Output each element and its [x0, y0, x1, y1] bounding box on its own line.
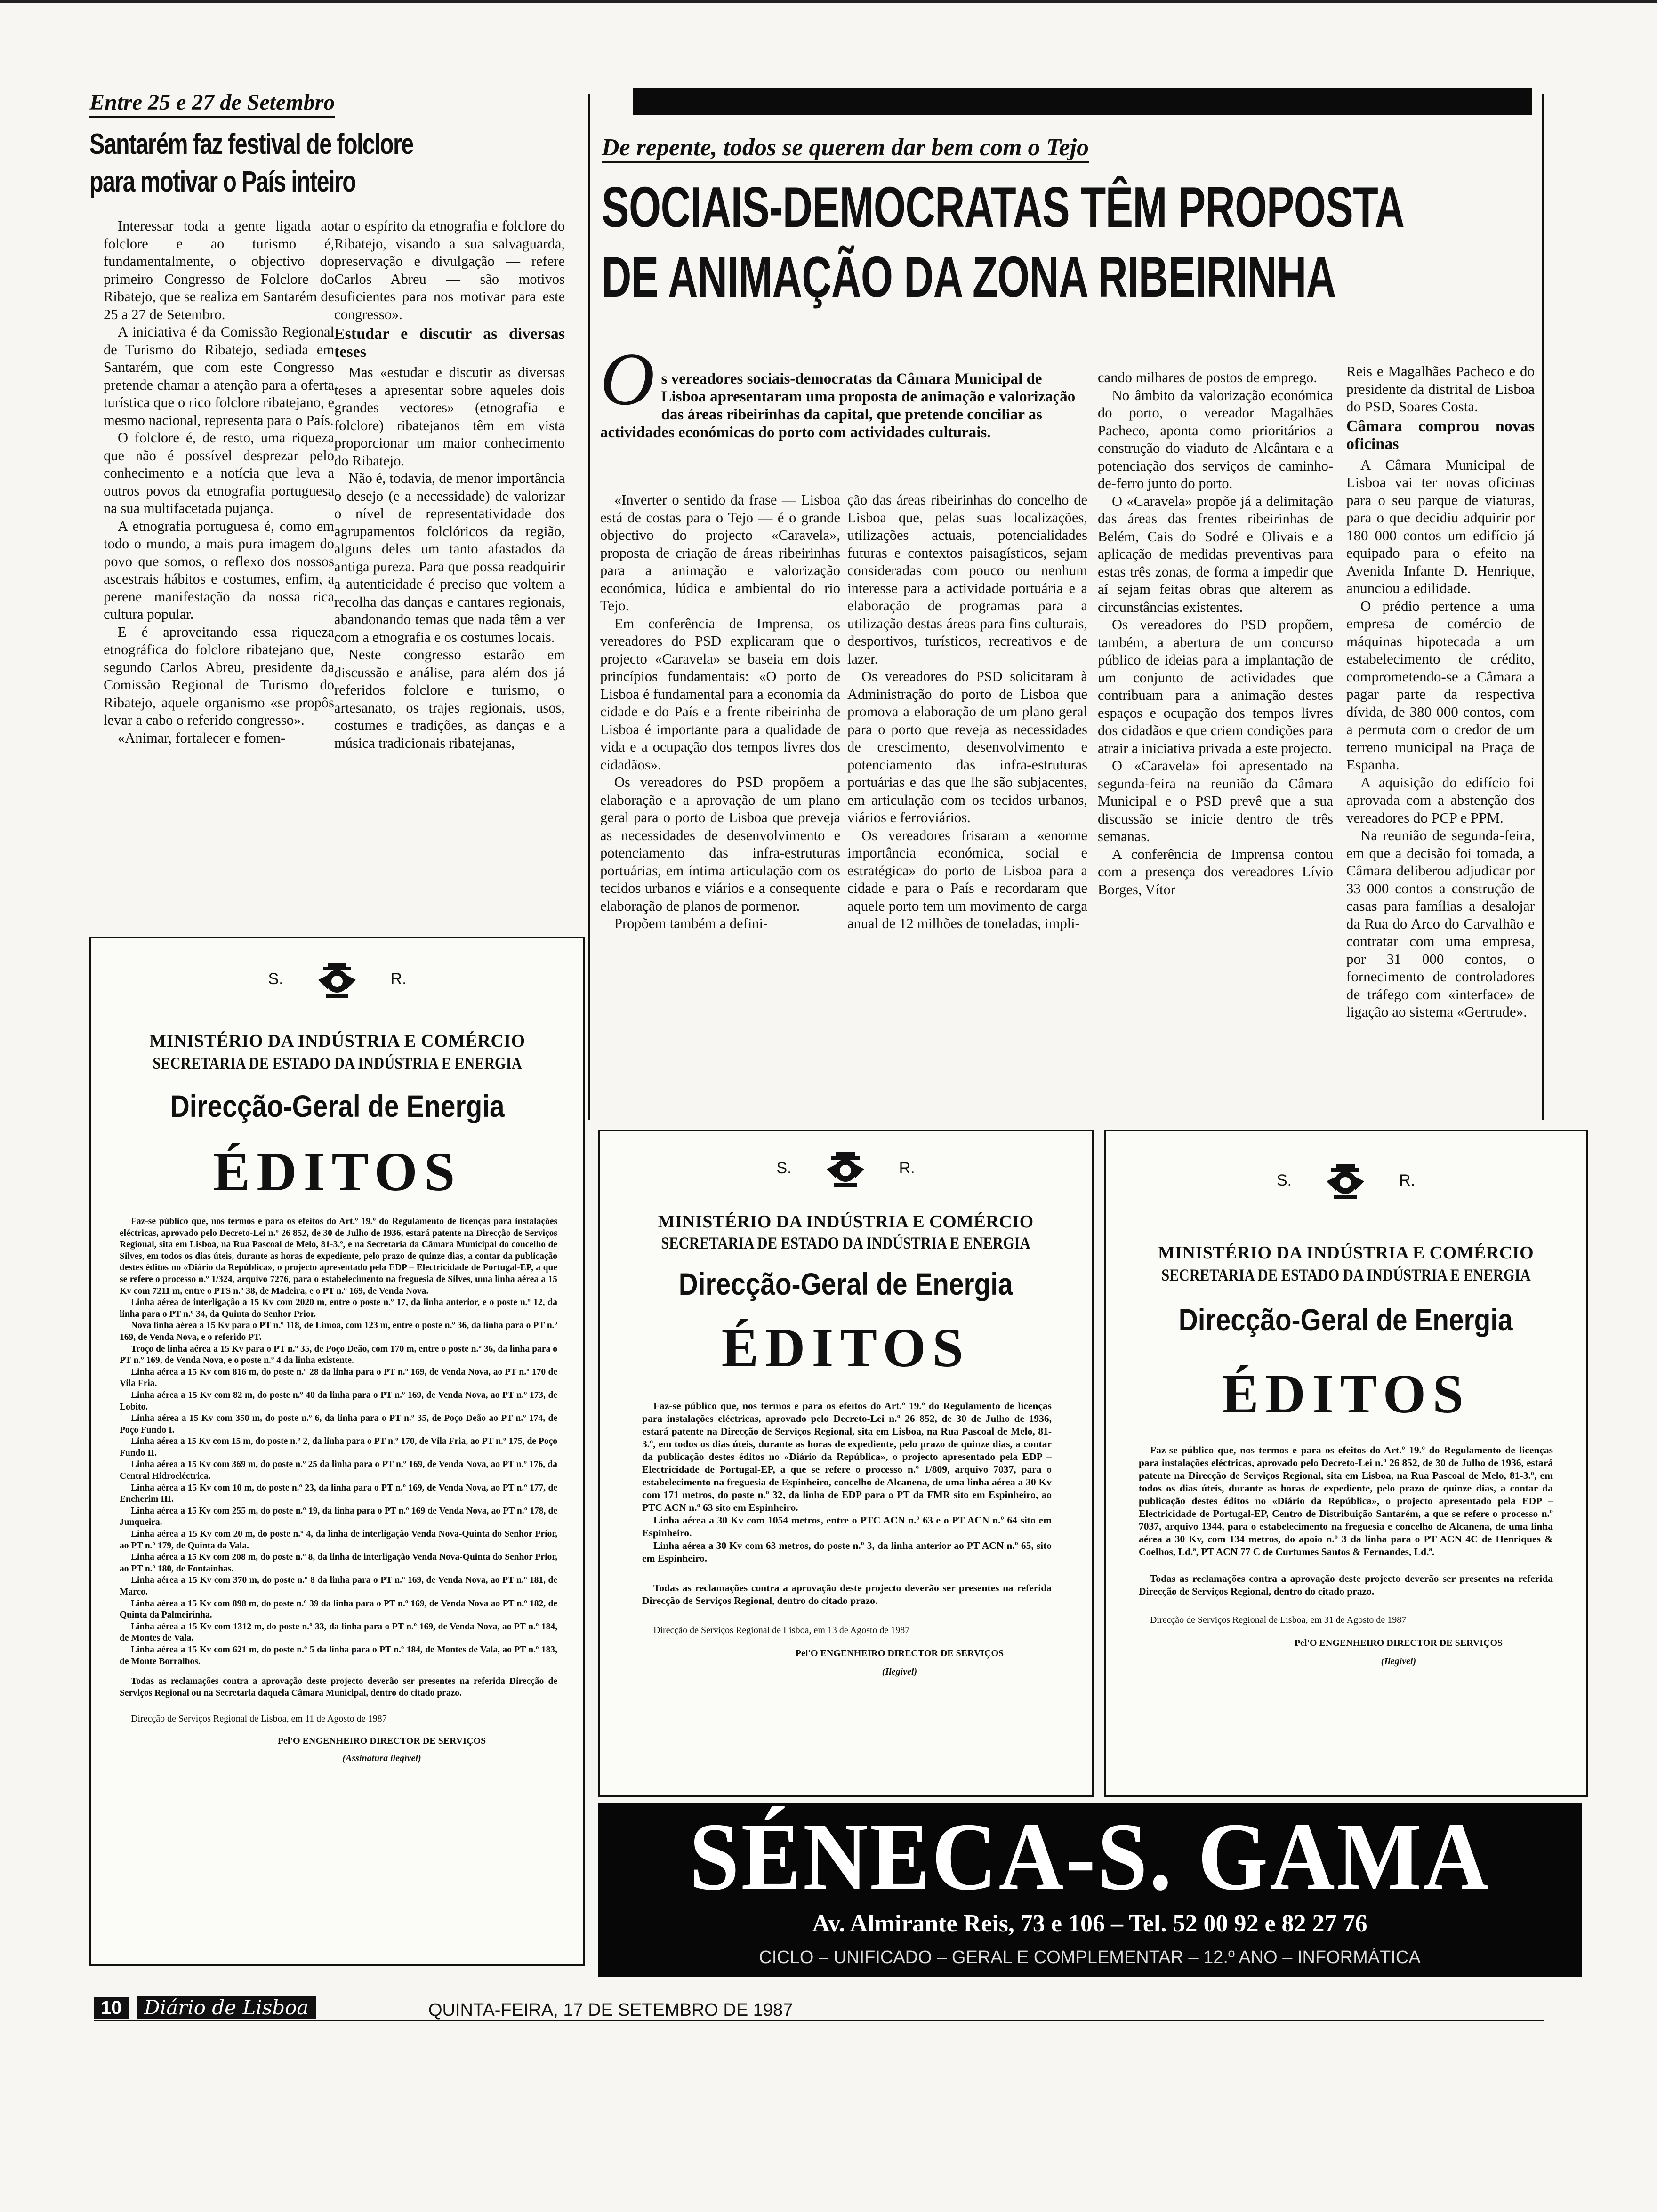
- paragraph: Propõem também a defini-: [614, 915, 768, 931]
- paragraph: Linha aérea a 30 Kv com 63 metros, do poste n.º 3, da linha anterior ao PT ACN n.º 65, sito em Espinheiro.: [642, 1540, 1052, 1564]
- coat-of-arms-icon: [1322, 1162, 1369, 1205]
- page-number: 10: [94, 1997, 129, 2019]
- paragraph: Os vereadores do PSD propõem, também, a abertura de um concurso público de ideias para a implantação de um conjunto de actividades que contribuam para a animação destes espaços e ocupação dos tempos livres dos cidadãos e que criem condições para atrair a iniciativa privada a este projecto.: [1098, 617, 1333, 756]
- paragraph: Linha aérea a 15 Kv com 10 m, do poste n.º 23, da linha para o PT n.º 169, de Venda Nova, ao PT n.º 177, de Encherim III.: [120, 1483, 557, 1505]
- coat-of-arms-icon: [314, 961, 361, 1004]
- r-letter: R.: [390, 970, 407, 988]
- subheading: Estudar e discutir as diversas teses: [334, 325, 565, 361]
- paragraph: Troço de linha aérea a 15 Kv para o PT n.º 35, de Poço Deão, com 170 m, entre o poste n.º 36, da linha para o PT n.º 169, de Venda Nova, e o poste n.º 4 da linha existente.: [120, 1344, 557, 1366]
- main-kicker: De repente, todos se querem dar bem com o Tejo: [602, 134, 1089, 163]
- secretaria: SECRETARIA DE ESTADO DA INDÚSTRIA E ENERGIA: [661, 1234, 1030, 1252]
- paragraph: ção das áreas ribeirinhas do concelho de Lisboa que, pelas suas localizações, utilizações actuais, potencialidades futuras e contextos paisagísticos, sejam consideradas com pouco ou nenhum interesse para a actividade portuária e a elaboração de programas para a utilização destas áreas para fins culturais, desportivos, turísticos, recreativos e de lazer.: [847, 492, 1087, 667]
- paragraph: Linha aérea a 15 Kv com 350 m, do poste n.º 6, da linha para o PT n.º 35, de Poço Deão ao PT n.º 174, de Poço Fundo I.: [120, 1413, 557, 1435]
- ad-signature: Pel'O ENGENHEIRO DIRECTOR DE SERVIÇOS: [795, 1648, 1004, 1659]
- paragraph: Linha aérea a 15 Kv com 20 m, do poste n.º 4, da linha de interligação Venda Nova-Quinta do Senhor Prior, ao PT n.º 179, de Quinta da Vala.: [120, 1529, 557, 1551]
- paragraph: Linha aérea a 15 Kv com 255 m, do poste n.º 19, da linha para o PT n.º 169 de Venda Nova, ao PT n.º 178, de Junqueira.: [120, 1506, 557, 1528]
- paragraph: O folclore é, de resto, uma riqueza que não é possível desprezar pelo conhecimento e a notícia que leva a outros povos da etnografia portuguesa na sua multifacetada pujança.: [104, 430, 334, 516]
- paragraph: Linha aérea a 15 Kv com 15 m, do poste n.º 2, da linha para o PT n.º 170, de Vila Fria, ao PT n.º 175, de Poço Fundo II.: [120, 1436, 557, 1458]
- paragraph: A aquisição do edifício foi aprovada com a abstenção dos vereadores do PCP e PPM.: [1346, 774, 1535, 826]
- footer-rule: [94, 2020, 1544, 2021]
- paragraph: Linha aérea a 15 Kv com 370 m, do poste n.º 8 da linha para o PT n.º 169, de Venda Nova, ao PT n.º 181, de Marco.: [120, 1575, 557, 1597]
- masthead-text: Diário de Lisboa: [144, 1996, 309, 2019]
- left-headline-2: para motivar o País inteiro: [89, 166, 356, 198]
- ad-illegible: (Ilegível): [1381, 1656, 1416, 1667]
- paragraph: Faz-se público que, nos termos e para os efeitos do Art.º 19.º do Regulamento de licenças para instalações eléctricas, aprovado pelo Decreto-Lei n.º 26 852, de 30 de Julho de 1936, estará patente na Direcção de Serviços Regional, sita em Lisboa, na Rua Pascoal de Melo, 81-3.º, em todos os dias úteis, durante as horas de expediente, pelo prazo de quinze dias, a contar da publicação destes éditos no «Diário da República», o projecto apresentado pela EDP – Electricidade de Portugal-EP, Centro de Distribuição Santarém, a que se refere o processo n.º 7037, arquivo 1344, para o estabelecimento na freguesia e concelho de Alcanena, de uma linha aérea a 30 Kv, com 134 metros, do apoio n.º 3 da linha para o PT ACN 4C de Henriques & Coelhos, Ld.ª, PT ACN 77 C de Curtumes Santos & Fernandes, Ld.ª.: [1139, 1444, 1553, 1557]
- r-letter: R.: [1399, 1171, 1416, 1190]
- paragraph: Linha aérea a 15 Kv com 898 m, do poste n.º 39 da linha para o PT n.º 169, de Venda Nova ao PT n.º 182, de Quinta da Palmeirinha.: [120, 1598, 557, 1620]
- paragraph: Linha aérea a 15 Kv com 369 m, do poste n.º 25 da linha para o PT n.º 169, de Venda Nova, ao PT n.º 176, da Central Hidroeléctrica.: [120, 1459, 557, 1482]
- paragraph: Todas as reclamações contra a aprovação deste projecto deverão ser presentes na referida Direcção de Serviços Regional ou na Secretaria daquela Câmara Municipal, dentro do citado prazo.: [120, 1676, 557, 1698]
- paragraph: Linha aérea a 15 Kv com 82 m, do poste n.º 40 da linha para o PT n.º 169, de Venda Nova, ao PT n.º 173, de Lobito.: [120, 1390, 557, 1412]
- left-col-2: [334, 217, 565, 752]
- paragraph: cando milhares de postos de emprego.: [1098, 369, 1317, 385]
- paragraph: No âmbito da valorização económica do porto, o vereador Magalhães Pacheco, aponta como prioritários a construção do viaduto de Alcântara e a potenciação dos serviços de caminho-de-ferro junto do porto.: [1098, 387, 1333, 491]
- paragraph: Não é, todavia, de menor importância o desejo (e a necessidade) de valorizar o nível de representatividade dos agrupamentos folclóricos da região, alguns deles um tanto afastados da antiga pureza. Para que possa readquirir a autenticidade é preciso que voltem a recolha das danças e cantares regionais, abandonando temas que nada têm a ver com a etnografia e os costumes locais.: [334, 470, 565, 645]
- ad-date: Direcção de Serviços Regional de Lisboa, em 13 de Agosto de 1987: [653, 1625, 910, 1635]
- direccao-geral: Direcção-Geral de Energia: [678, 1266, 1013, 1301]
- paragraph: O «Caravela» propõe já a delimitação das áreas das frentes ribeirinhas de Belém, Cais do Sodré e Olivais e a aplicação de medidas preventivas para estas três zonas, de forma a impedir que aí sejam feitas obras que alterem as circunstâncias existentes.: [1098, 493, 1333, 615]
- paragraph: «Inverter o sentido da frase — Lisboa está de costas para o Tejo — é o grande objectivo do projecto «Caravela», proposta de criação de áreas ribeirinhas para a animação e valorização económica, lúdica e ambiental do rio Tejo.: [600, 492, 840, 614]
- article-black-bar: [633, 88, 1532, 115]
- editos-title: ÉDITOS: [721, 1317, 970, 1378]
- direccao-geral: Direcção-Geral de Energia: [170, 1089, 505, 1123]
- main-frame-right-rule: [1542, 94, 1544, 1120]
- paragraph: Interessar toda a gente ligada ao folclore e ao turismo é, fundamentalmente, o objectivo do primeiro Congresso de Folclore do Ribatejo, que se realiza em Santarém de 25 a 27 de Setembro.: [104, 218, 334, 322]
- editos-title: ÉDITOS: [1222, 1363, 1470, 1425]
- ad-illegible: (Assinatura ilegível): [342, 1753, 421, 1763]
- main-col-2: [847, 491, 1087, 933]
- paragraph: A iniciativa é da Comissão Regional de Turismo do Ribatejo, sediada em Santarém, que com este Congresso pretende chamar a atenção para a oferta turística que o rico folclore ribatejano, e mesmo nacional, representa para o País.: [104, 324, 334, 428]
- ad-date: Direcção de Serviços Regional de Lisboa, em 31 de Agosto de 1987: [1150, 1615, 1407, 1625]
- secretaria: SECRETARIA DE ESTADO DA INDÚSTRIA E ENERGIA: [153, 1054, 522, 1073]
- coat-of-arms-icon: [822, 1150, 869, 1193]
- main-col-1: [600, 491, 840, 933]
- paragraph: tar o espírito da etnografia e folclore do Ribatejo, visando a sua salvaguarda, preservação e divulgação — refere Carlos Abreu — são motivos suficientes para nos motivar para este congresso».: [334, 218, 565, 322]
- paragraph: Os vereadores do PSD propõem a elaboração e a aprovação de um plano geral para o porto de Lisboa que preveja as necessidades de desenvolvimento e potenciamento das infra-estruturas portuárias, em íntima articulação com os tecidos urbanos e viários e a consequente elaboração de planos de pormenor.: [600, 774, 840, 914]
- paragraph: Faz-se público que, nos termos e para os efeitos do Art.º 19.º do Regulamento de licenças para instalações eléctricas, aprovado pelo Decreto-Lei n.º 26 852, de 30 de Julho de 1936, estará patente na Direcção de Serviços Regional, sita em Lisboa, na Rua Pascoal de Melo, 81-3.º, e na Secretaria da Câmara Municipal do concelho de Silves, em todos os dias úteis, durante as horas de expediente, pelo prazo de quinze dias, a contar da publicação destes éditos no «Diário da República», o projecto apresentado pela EDP – Electricidade de Portugal-EP, a que se refere o processo n.º 1/324, arquivo 7276, para o estabelecimento na freguesia de Silves, uma linha aérea a 15 Kv com 7211 m, entre o PTS n.º 38, de Madeira, e o PT n.º 169, de Venda Nova.: [120, 1217, 557, 1296]
- seneca-address: Av. Almirante Reis, 73 e 106 – Tel. 52 00 92 e 82 27 76: [812, 1910, 1367, 1937]
- paragraph: Todas as reclamações contra a aprovação deste projecto deverão ser presentes na referida Direcção de Serviços Regional, dentro do citado prazo.: [1139, 1573, 1553, 1597]
- ad-3-body: [1139, 1444, 1553, 1668]
- left-col-1: [104, 217, 334, 747]
- subheading: Câmara comprou novas oficinas: [1346, 417, 1535, 453]
- ministry: MINISTÉRIO DA INDÚSTRIA E COMÉRCIO: [658, 1212, 1034, 1232]
- paragraph: Em conferência de Imprensa, os vereadores do PSD explicaram que o projecto «Caravela» se baseia em dois princípios fundamentais: «O porto de Lisboa é fundamental para a economia da cidade e do País e a frente ribeirinha de Lisboa é importante para a qualidade de vida e a ocupação dos tempos livres dos cidadãos».: [600, 615, 840, 773]
- editos-ad-2: [598, 1130, 1094, 1797]
- paragraph: Linha aérea a 15 Kv com 621 m, do poste n.º 5 da linha para o PT n.º 184, de Montes de Vala, ao PT n.º 183, de Monte Borralhos.: [120, 1644, 557, 1667]
- s-letter: S.: [268, 970, 283, 988]
- r-letter: R.: [899, 1159, 915, 1178]
- paragraph: O prédio pertence a uma empresa de comércio de máquinas hipotecada a um estabelecimento de crédito, comprometendo-se a Câmara a pagar parte da respectiva dívida, de 380 000 contos, com a permuta com o credor de um terreno municipal na Praça de Espanha.: [1346, 597, 1535, 773]
- paragraph: Linha aérea a 15 Kv com 1312 m, do poste n.º 33, da linha para o PT n.º 169, de Venda Nova, ao PT n.º 184, de Montes de Vala.: [120, 1621, 557, 1643]
- editos-ad-3: [1104, 1130, 1588, 1797]
- masthead-logo: [137, 1996, 316, 2019]
- lead-text: s vereadores sociais-democratas da Câmara Municipal de Lisboa apresentaram uma proposta de animação e valorização das áreas ribeirinhas da capital, que pretende conciliar as actividades económicas do porto com actividades culturais.: [600, 370, 1076, 441]
- paragraph: Reis e Magalhães Pacheco e do presidente da distrital de Lisboa do PSD, Soares Costa.: [1346, 363, 1535, 415]
- paragraph: Linha aérea a 30 Kv com 1054 metros, entre o PTC ACN n.º 63 e o PT ACN n.º 64 sito em Espinheiro.: [642, 1515, 1052, 1539]
- main-headline-1: SOCIAIS-DEMOCRATAS TÊM PROPOSTA: [602, 175, 1405, 239]
- left-article: [89, 89, 588, 937]
- main-col-3: [1098, 369, 1333, 898]
- paragraph: A etnografia portuguesa é, como em todo o mundo, a mais pura imagem do povo que somos, o reflexo dos nossos ascestrais hábitos e costumes, enfim, a perene manifestação da nossa rica cultura popular.: [104, 518, 334, 622]
- paragraph: Os vereadores frisaram a «enorme importância económica, social e estratégica» do porto de Lisboa para a cidade e para o País e recordaram que aquele porto tem um movimento de carga anual de 12 milhões de toneladas, impli-: [847, 827, 1087, 931]
- editos-ad-1: [89, 937, 585, 1966]
- paragraph: Na reunião de segunda-feira, em que a decisão foi tomada, a Câmara deliberou adjudicar por 33 000 contos a construção de casas para famílias a desalojar da Rua do Arco do Carvalhão e contratar com uma empresa, por 31 000 contos, o fornecimento de controladores de tráfego com «interface» de ligação ao sistema «Gertrude».: [1346, 827, 1535, 1020]
- ad-2-body: [642, 1400, 1052, 1678]
- ad-1-body: [120, 1216, 557, 1764]
- paragraph: Todas as reclamações contra a aprovação deste projecto deverão ser presentes na referida Direcção de Serviços Regional, dentro do citado prazo.: [642, 1582, 1052, 1606]
- ad-signature: Pel'O ENGENHEIRO DIRECTOR DE SERVIÇOS: [277, 1735, 486, 1746]
- s-letter: S.: [1276, 1171, 1292, 1190]
- left-headline-1: Santarém faz festival de folclore: [89, 128, 413, 160]
- paragraph: «Animar, fortalecer e fomen-: [118, 729, 286, 746]
- paragraph: E é aproveitando essa riqueza etnográfica do folclore ribatejano que, segundo Carlos Abreu, presidente da Comissão Regional de Turismo do Ribatejo, aquele organismo «se propôs levar a cabo o referido congresso».: [104, 624, 334, 728]
- paragraph: Os vereadores do PSD solicitaram à Administração do porto de Lisboa que promova a elaboração de um plano geral para o porto que reveja as necessidades de crescimento, desenvolvimento e potenciamento das infra-estruturas portuárias e das que lhe são subjacentes, em articulação com os tecidos urbanos, viários e ferroviários.: [847, 668, 1087, 825]
- paragraph: O «Caravela» foi apresentado na segunda-feira na reunião da Câmara Municipal e o PSD prevê que a sua discussão se inicie dentro de três semanas.: [1098, 758, 1333, 844]
- paragraph: Mas «estudar e discutir as diversas teses a apresentar sobre aqueles dois grandes vectores» (etnografia e folclore) ribatejanos têm em vista proporcionar um maior conhecimento do Ribatejo.: [334, 364, 565, 469]
- paragraph: Linha aérea de interligação a 15 Kv com 2020 m, entre o poste n.º 17, da linha anterior, e o poste n.º 12, da linha para o PT n.º 34, da Quinta do Senhor Prior.: [120, 1298, 557, 1319]
- ad-signature: Pel'O ENGENHEIRO DIRECTOR DE SERVIÇOS: [1294, 1638, 1503, 1648]
- ad-date: Direcção de Serviços Regional de Lisboa, em 11 de Agosto de 1987: [131, 1714, 387, 1724]
- paragraph: A Câmara Municipal de Lisboa vai ter novas oficinas para o seu parque de viaturas, para o que decidiu adquirir por 180 000 contos um edifício já equipado para o efeito na Avenida Infante D. Henrique, anunciou a edilidade.: [1346, 456, 1535, 596]
- direccao-geral: Direcção-Geral de Energia: [1179, 1302, 1513, 1337]
- left-kicker: Entre 25 e 27 de Setembro: [89, 89, 335, 118]
- top-rule: [0, 0, 1657, 3]
- main-lead: [600, 337, 1085, 441]
- seneca-courses: CICLO – UNIFICADO – GERAL E COMPLEMENTAR – 12.º ANO – INFORMÁTICA: [759, 1948, 1421, 1967]
- paragraph: Linha aérea a 15 Kv com 208 m, do poste n.º 8, da linha de interligação Venda Nova-Quinta do Senhor Prior, ao PT n.º 180, de Fontainhas.: [120, 1552, 557, 1574]
- main-frame-left-rule: [588, 94, 590, 1120]
- paragraph: Neste congresso estarão em discussão e análise, para além dos já referidos folclore e turismo, o artesanato, os trajes regionais, usos, costumes e tradições, as danças e a música tradicionais ribatejanas,: [334, 647, 565, 751]
- paragraph: A conferência de Imprensa contou com a presença dos vereadores Lívio Borges, Vítor: [1098, 846, 1333, 898]
- footer-date: QUINTA-FEIRA, 17 DE SETEMBRO DE 1987: [428, 2000, 793, 2020]
- main-headline-2: DE ANIMAÇÃO DA ZONA RIBEIRINHA: [602, 245, 1336, 309]
- ad-illegible: (Ilegível): [882, 1667, 917, 1677]
- seneca-ad: [598, 1803, 1582, 1977]
- paragraph: Nova linha aérea a 15 Kv para o PT n.º 118, de Limoa, com 123 m, entre o poste n.º 36, da linha para o PT n.º 169, de Venda Nova, e o referido PT.: [120, 1321, 557, 1342]
- secretaria: SECRETARIA DE ESTADO DA INDÚSTRIA E ENERGIA: [1161, 1266, 1531, 1284]
- ministry: MINISTÉRIO DA INDÚSTRIA E COMÉRCIO: [1158, 1243, 1534, 1263]
- seneca-name: SÉNECA-S. GAMA: [689, 1803, 1490, 1910]
- editos-title: ÉDITOS: [213, 1141, 462, 1202]
- s-letter: S.: [776, 1159, 792, 1178]
- ministry: MINISTÉRIO DA INDÚSTRIA E COMÉRCIO: [149, 1031, 525, 1051]
- paragraph: Linha aérea a 15 Kv com 816 m, do poste n.º 28 da linha para o PT n.º 169, de Venda Nova, ao PT n.º 170 de Vila Fria.: [120, 1367, 557, 1389]
- paragraph: Faz-se público que, nos termos e para os efeitos do Art.º 19.º do Regulamento de licenças para instalações eléctricas, aprovado pelo Decreto-Lei n.º 26 852, de 30 de Julho de 1936, estará patente na Direcção de Serviços Regional, sita em Lisboa, na Rua Pascoal de Melo, 81-3.º, em todos os dias úteis, durante as horas de expediente, pelo prazo de quinze dias, a contar da publicação destes éditos no «Diário da República», o projecto apresentado pela EDP – Electricidade de Portugal-EP, a que se refere o processo n.º 1/809, arquivo 7037, para o estabelecimento na freguesia de Espinheiro, concelho de Alcanena, de uma linha aérea a 30 Kv com 171 metros, do poste n.º 32, da linha de EDP para o PT da FMR sito em Espinheiro, ao PTC ACN n.º 63 sito em Espinheiro.: [642, 1400, 1052, 1513]
- dropcap: O: [600, 337, 655, 421]
- main-col-4: [1346, 362, 1535, 1021]
